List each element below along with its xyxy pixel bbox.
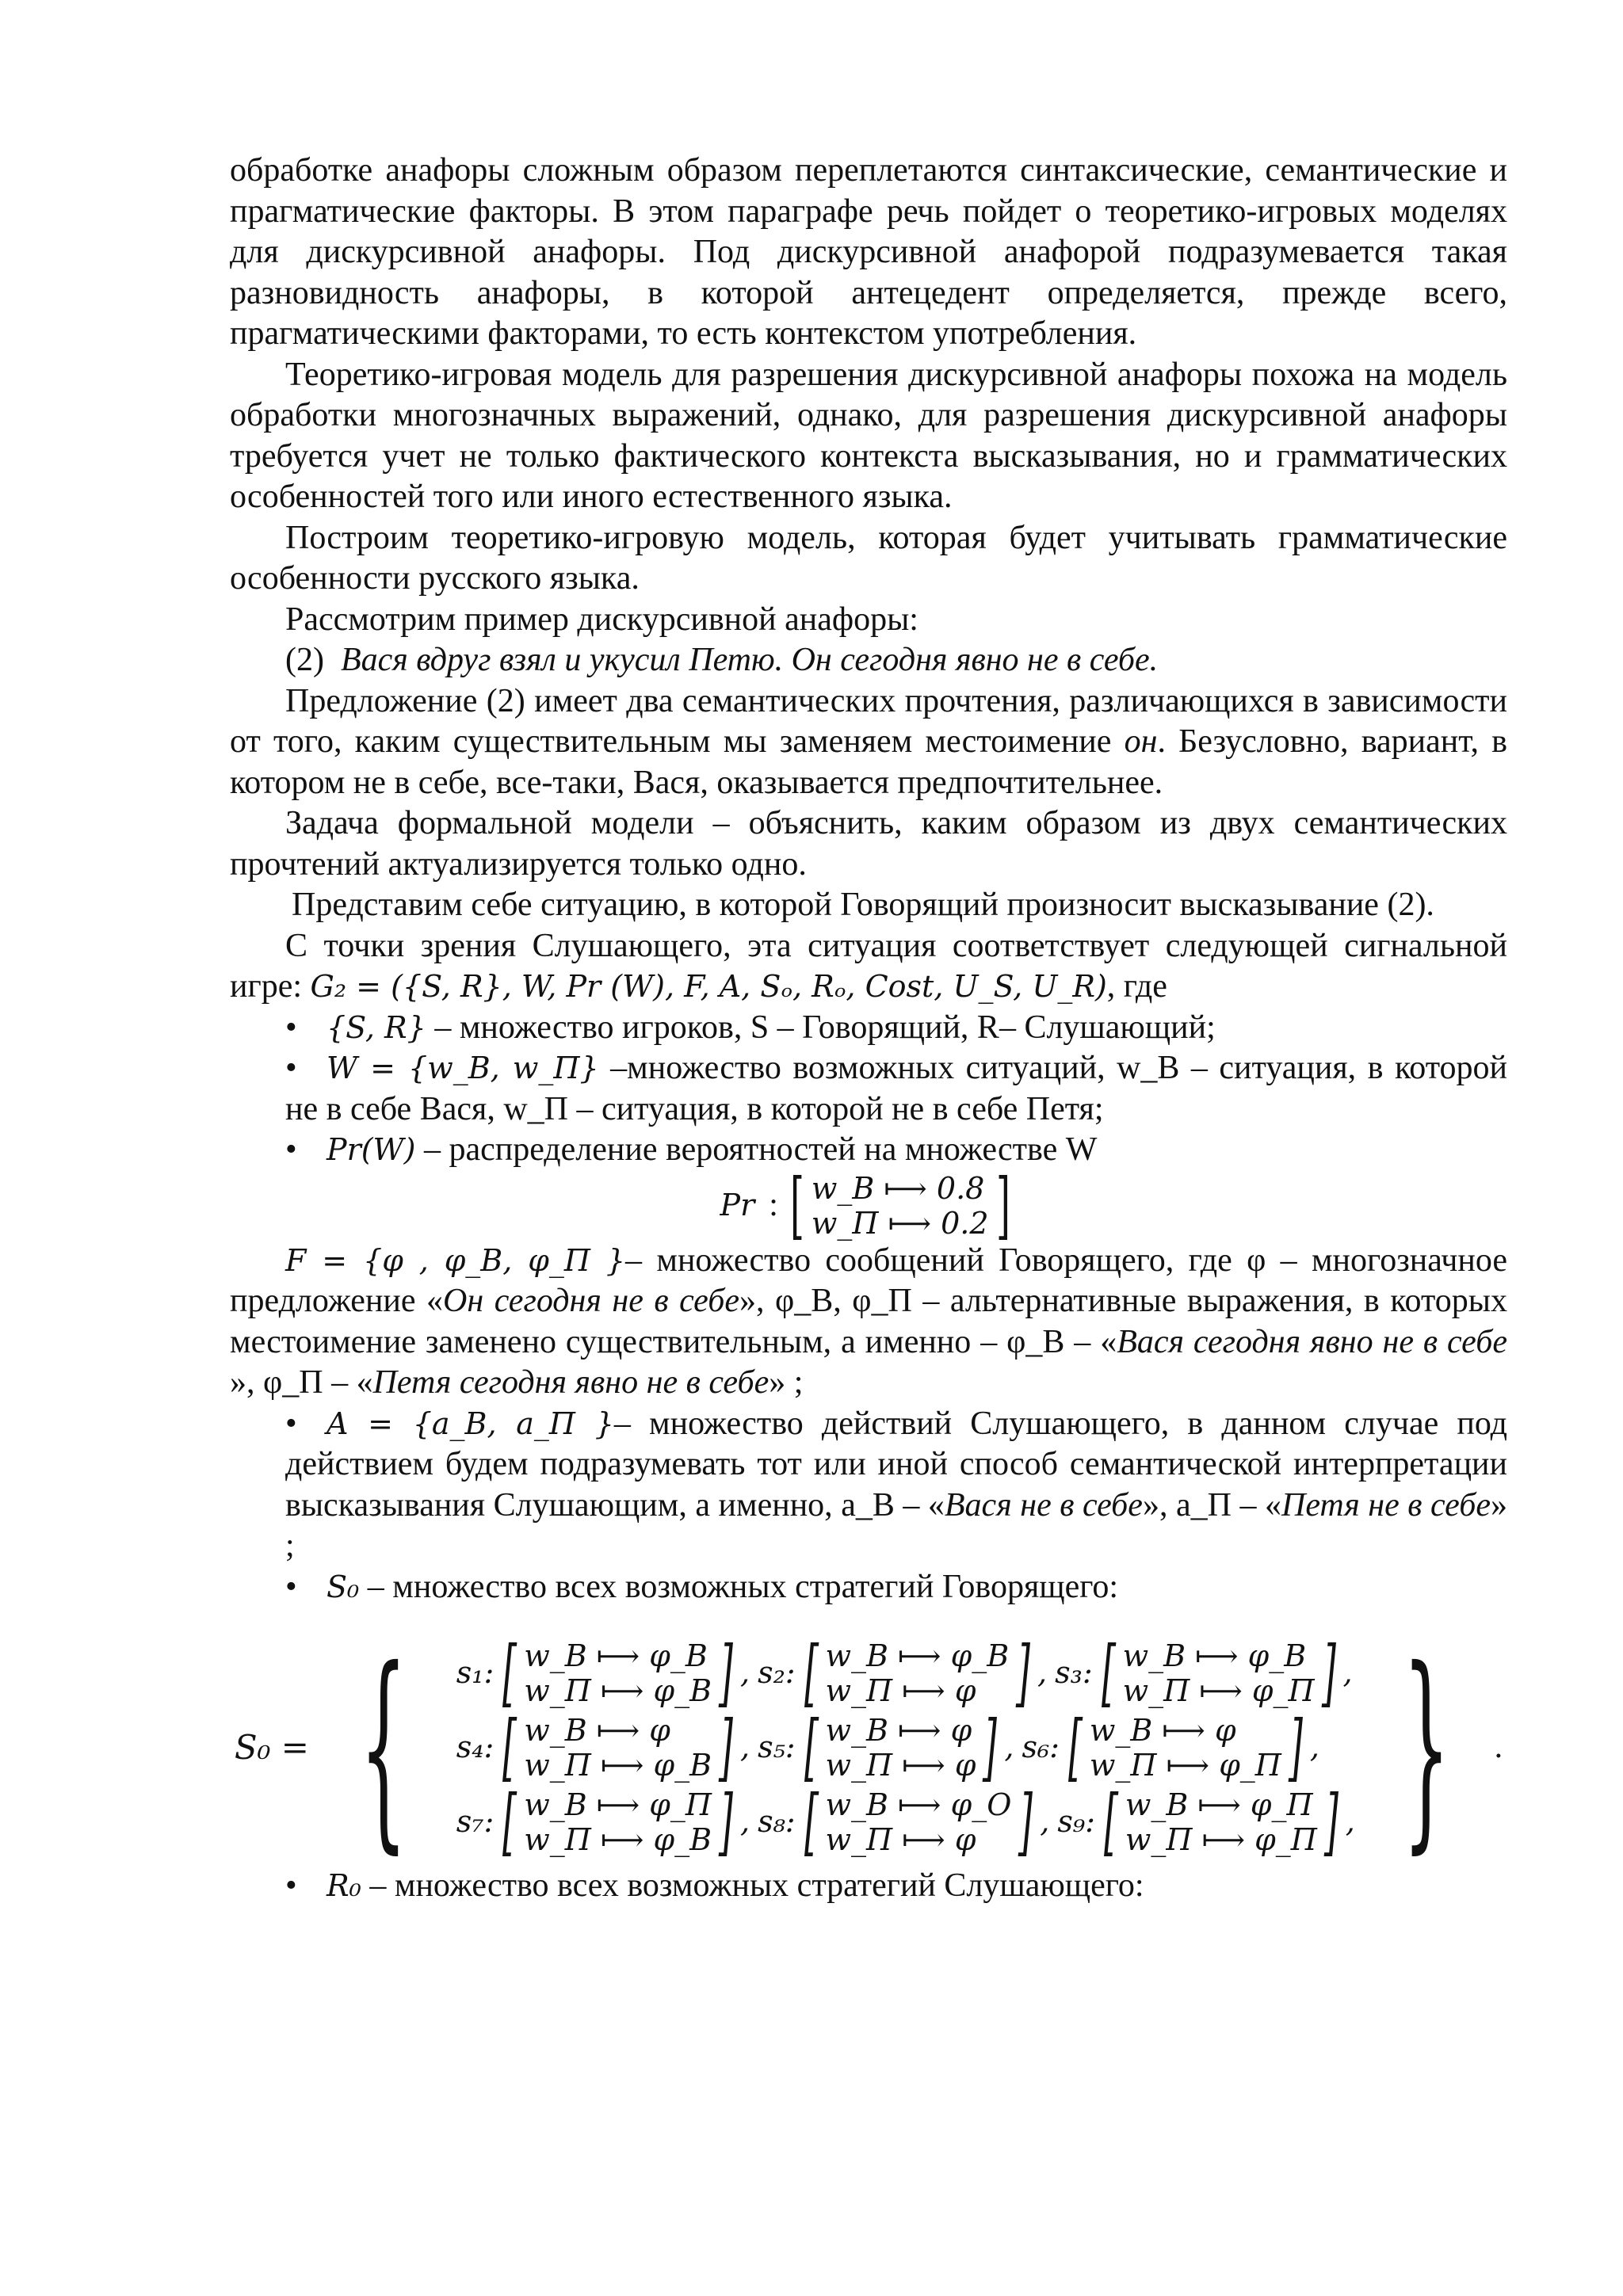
strategy-row-vasya: w_В ⟼ φ: [524, 1713, 670, 1748]
listener-strategies-text: – множество всех возможных стратегий Слушающего:: [361, 1867, 1144, 1904]
strategy-row: s₄: [ w_В ⟼ φ w_П ⟼ φ_В ] , s₅: [ w_В ⟼ φ w_П ⟼ φ ] , s₆: [ w_В ⟼ φ w_П ⟼ φ_П ] ,: [456, 1705, 1319, 1790]
bullet-icon: •: [285, 1131, 297, 1168]
example-number: (2): [285, 642, 324, 678]
strategy-matrix: [ w_В ⟼ φ w_П ⟼ φ_В ]: [502, 1705, 733, 1790]
actions-text-1: – множество действий Слушающего, в данном случае под действием будем подразумевать тот или иной способ семантической интерпретации высказывания Слушающим, а именно, a_В – «: [285, 1405, 1507, 1524]
strategy-matrix: [ w_В ⟼ φ_П w_П ⟼ φ_П ]: [1103, 1779, 1338, 1864]
strategy-matrix: [ w_В ⟼ φ_О w_П ⟼ φ ]: [804, 1779, 1033, 1864]
strategy-matrix: [ w_В ⟼ φ w_П ⟼ φ ]: [804, 1705, 998, 1790]
strategy-row-petya: w_П ⟼ φ: [825, 1822, 976, 1857]
strategy-label: s₇:: [456, 1804, 495, 1840]
listener-strategies-symbol: R₀: [327, 1868, 361, 1903]
strategy-row-vasya: w_В ⟼ φ_В: [825, 1638, 1010, 1673]
strategy-grid: [452, 1630, 1358, 1864]
strategy-label: s₄:: [456, 1730, 495, 1765]
bullet-actions: [230, 1404, 1507, 1567]
actions-text-3: » ;: [285, 1486, 1507, 1564]
paragraph-7: Представим себе ситуацию, в которой Говорящий произносит высказывание (2).: [292, 887, 1434, 923]
paragraph-8: [230, 926, 1507, 1008]
strategy-label: s₈:: [758, 1804, 796, 1840]
bullet-probability: [230, 1130, 1507, 1171]
strategy-matrix: [ w_В ⟼ φ w_П ⟼ φ_П ]: [1067, 1705, 1303, 1790]
strategy-label: s₂:: [758, 1655, 796, 1691]
probability-text: – распределение вероятностей на множестве W: [415, 1131, 1098, 1168]
pr-label: Pr: [720, 1187, 755, 1222]
paragraph-3: Построим теоретико-игровую модель, которая будет учитывать грамматические особенности русского языка.: [230, 519, 1507, 597]
bullet-listener-strategies: [230, 1866, 1507, 1907]
speaker-strategies-text: – множество всех возможных стратегий Говорящего:: [359, 1568, 1119, 1605]
example-2: [230, 640, 1507, 681]
strategy-row: s₇: [ w_В ⟼ φ_П w_П ⟼ φ_В ] , s₈: [ w_В ⟼ φ_О w_П ⟼ φ ] , s₉: [ w_В ⟼ φ_П w_П ⟼ φ_П ] ,: [456, 1779, 1355, 1864]
strategy-row-petya: w_П ⟼ φ_П: [1125, 1822, 1317, 1857]
pr-row-petya: w_П ⟼ 0.2: [811, 1205, 989, 1241]
strategy-row-petya: w_П ⟼ φ_П: [1122, 1673, 1315, 1708]
messages-em-3: Петя сегодня явно не в себе: [372, 1364, 769, 1401]
strategy-set: S₀ = { s₁: [ w_В ⟼ φ_В w_П ⟼ φ_В ] , s₂: [ w_В ⟼ φ_В w_П ⟼ φ ] , s₃: [ w_В ⟼ φ_В w_П ⟼ φ_П ] , s₄: [ w_В ⟼ φ w_П ⟼ φ_В ] , s₅: [ w_В ⟼ φ w_П ⟼ φ ] , s₆: [ w_В ⟼ φ w_П ⟼ φ_П ] , s₇: [ w_В ⟼ φ_П w_П ⟼ φ_В ] , s₈: [ w_В ⟼ φ_О w_П ⟼ φ ] , s₉: [ w_В ⟼ φ_П w_П ⟼ φ_П ] , } .: [234, 1623, 1503, 1872]
strategy-row-petya: w_П ⟼ φ_П: [1089, 1748, 1281, 1783]
right-brace: }: [1402, 1623, 1450, 1872]
messages-text-2: », φ_B, φ_П – альтернативные выражения, в которых местоимение заменено существительным, а именно – φ_В – «: [230, 1283, 1507, 1360]
strategy-row-vasya: w_В ⟼ φ: [825, 1713, 972, 1748]
paragraph-8-tail: , где: [1106, 968, 1167, 1005]
messages-text-3: », φ_П – «: [230, 1364, 373, 1401]
strategy-row-petya: w_П ⟼ φ_В: [524, 1822, 712, 1857]
bullet-icon: •: [285, 1009, 297, 1046]
strategy-set-label: S₀ =: [234, 1728, 309, 1768]
actions-em-2: Петя не в себе: [1281, 1486, 1491, 1524]
probability-matrix: Pr : [ w_В ⟼ 0.8 w_П ⟼ 0.2 ]: [720, 1162, 1010, 1248]
strategy-matrix: [ w_В ⟼ φ_В w_П ⟼ φ_В ]: [502, 1630, 733, 1715]
strategy-row-vasya: w_В ⟼ φ_О: [825, 1787, 1012, 1822]
paragraph-5: [230, 681, 1507, 804]
paragraph-6: Задача формальной модели – объяснить, каким образом из двух семантических прочтений актуализируется только одно.: [230, 805, 1507, 883]
strategy-row-vasya: w_В ⟼ φ_В: [1122, 1638, 1307, 1673]
messages-em-1: Он сегодня не в себе: [443, 1283, 740, 1319]
strategy-matrix: [ w_В ⟼ φ_П w_П ⟼ φ_В ]: [502, 1779, 733, 1864]
paragraph-8-text: С точки зрения Слушающего, эта ситуация соответствует следующей сигнальной игре:: [230, 927, 1507, 1005]
actions-formula: A = {a_В, a_П }: [327, 1405, 614, 1441]
probability-formula: Pr(W): [327, 1132, 416, 1167]
paragraph-4: Рассмотрим пример дискурсивной анафоры:: [285, 601, 918, 638]
document-page: [230, 151, 1507, 1907]
paragraph-1: обработке анафоры сложным образом переплетаются синтаксические, семантические и прагматические факторы. В этом параграфе речь пойдет о теоретико-игровых моделях для дискурсивной анафоры. Под дискурсивной анафорой подразумевается такая разновидность анафоры, в которой антецедент определяется, прежде всего, прагматическими факторами, то есть контекстом употребления.: [230, 152, 1507, 352]
bullet-icon: •: [285, 1405, 297, 1442]
strategy-row-petya: w_П ⟼ φ_В: [524, 1673, 712, 1708]
messages-em-2: Вася сегодня явно не в себе: [1117, 1323, 1507, 1360]
strategy-row-vasya: w_В ⟼ φ_П: [524, 1787, 712, 1822]
left-brace: {: [359, 1623, 407, 1872]
messages-text-4: » ;: [769, 1364, 804, 1401]
signal-game-formula: G₂ = ({S, R}, W, Pr (W), F, A, Sₒ, Rₒ, Cost, U_S, U_R): [310, 969, 1107, 1004]
situations-formula: W = {w_В, w_П}: [327, 1051, 599, 1085]
messages-text-1: – множество сообщений Говорящего, где φ – многозначное предложение «: [230, 1241, 1507, 1319]
pronoun-on: он: [1124, 723, 1158, 760]
players-formula: {S, R}: [327, 1009, 426, 1045]
strategy-row-vasya: w_В ⟼ φ_В: [524, 1638, 708, 1673]
strategy-label: s₅:: [758, 1730, 796, 1765]
bullet-icon: •: [285, 1568, 297, 1605]
bullet-situations: [230, 1048, 1507, 1130]
strategy-row-petya: w_П ⟼ φ_В: [524, 1748, 712, 1783]
strategy-row: s₁: [ w_В ⟼ φ_В w_П ⟼ φ_В ] , s₂: [ w_В ⟼ φ_В w_П ⟼ φ ] , s₃: [ w_В ⟼ φ_В w_П ⟼ φ_П ] ,: [456, 1630, 1353, 1715]
situations-text: –множество возможных ситуаций, w_В – ситуация, в которой не в себе Вася, w_П – ситуация, в которой не в себе Петя;: [285, 1050, 1508, 1127]
paragraph-5-text-c: . Безусловно, вариант, в котором не в себе, все-таки, Вася, оказывается предпочтительнее.: [230, 723, 1507, 801]
strategy-label: s₉:: [1057, 1804, 1095, 1840]
strategy-row-vasya: w_В ⟼ φ: [1089, 1713, 1236, 1748]
paragraph-5-text-a: Предложение (2) имеет два семантических прочтения, различающихся в зависимости от того, каким существительным мы заменяем местоимение: [230, 682, 1507, 760]
messages-paragraph: [230, 1241, 1507, 1404]
paragraph-2: Теоретико-игровая модель для разрешения дискурсивной анафоры похожа на модель обработки многозначных выражений, однако, для разрешения дискурсивной анафоры требуется учет не только фактического контекста высказывания, но и грамматических особенностей того или иного естественного языка.: [230, 356, 1507, 515]
strategy-label: s₆:: [1022, 1730, 1060, 1765]
strategy-row-vasya: w_В ⟼ φ_П: [1125, 1787, 1313, 1822]
strategy-label: s₃:: [1055, 1655, 1093, 1691]
bullet-speaker-strategies: [230, 1567, 1507, 1608]
actions-text-2: », a_П – «: [1142, 1486, 1281, 1524]
speaker-strategies-symbol: S₀: [327, 1569, 360, 1604]
pr-row-vasya: w_В ⟼ 0.8: [811, 1170, 985, 1206]
messages-formula: F = {φ , φ_В, φ_П }: [285, 1242, 626, 1278]
players-text: – множество игроков, S – Говорящий, R– Слушающий;: [426, 1009, 1216, 1046]
bullet-players: [230, 1008, 1507, 1049]
strategy-label: s₁:: [456, 1655, 495, 1691]
strategy-row-petya: w_П ⟼ φ: [825, 1748, 976, 1783]
bullet-icon: •: [285, 1050, 297, 1086]
example-text: Вася вдруг взял и укусил Петю. Он сегодня явно не в себе.: [340, 642, 1159, 678]
bullet-icon: •: [285, 1867, 297, 1904]
strategy-matrix: [ w_В ⟼ φ_В w_П ⟼ φ ]: [804, 1630, 1031, 1715]
actions-em-1: Вася не в себе: [944, 1486, 1143, 1524]
strategy-matrix: [ w_В ⟼ φ_В w_П ⟼ φ_П ]: [1101, 1630, 1336, 1715]
strategy-row-petya: w_П ⟼ φ: [825, 1673, 976, 1708]
